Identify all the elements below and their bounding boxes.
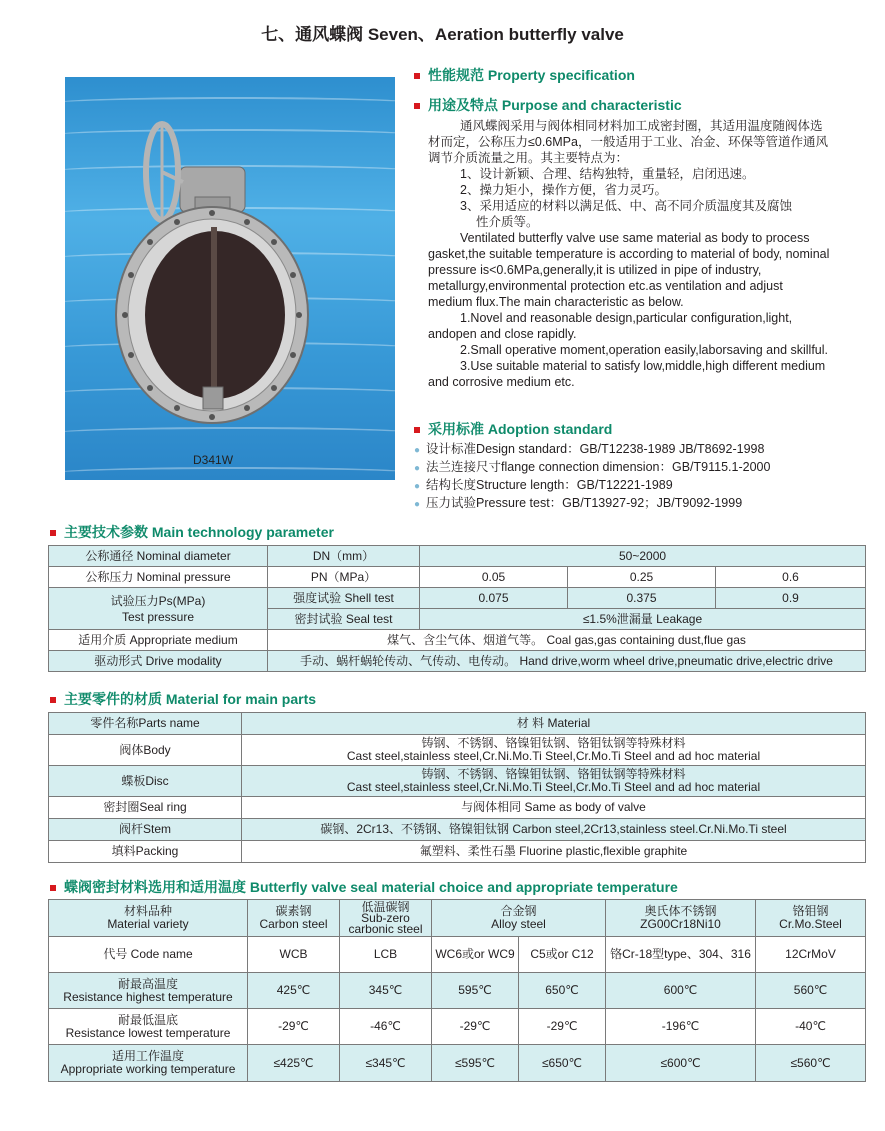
pn-value: 0.6 — [716, 567, 866, 588]
dot-bullet-icon: ● — [414, 445, 421, 456]
photo-caption: D341W — [193, 453, 234, 467]
red-square-bullet-icon — [50, 530, 56, 536]
temp-cell: ≤560℃ — [756, 1045, 866, 1082]
page-title: 七、通风蝶阀 Seven、Aeration butterfly valve — [261, 25, 624, 44]
purpose-cn-1: 1、设计新颖、合理、结构独特，重量轻，启闭迅速。 — [460, 167, 755, 181]
red-square-bullet-icon — [414, 103, 420, 109]
standards-list — [414, 441, 770, 513]
table-row — [49, 567, 866, 588]
table-row — [49, 735, 866, 766]
temp-cell: -29℃ — [248, 1009, 340, 1045]
col-header-cr-mo-steel: 铬钼钢 Cr.Mo.Steel — [756, 900, 866, 937]
heading-seal-material: 蝶阀密封材料选用和适用温度 Butterfly valve seal material choice and appropriate temperature — [50, 877, 678, 897]
table-row — [49, 819, 866, 841]
table-row — [49, 766, 866, 797]
dn-label: DN（mm） — [268, 546, 420, 567]
temp-cell: ≤600℃ — [606, 1045, 756, 1082]
red-square-bullet-icon — [414, 427, 420, 433]
heading-material-main-parts: 主要零件的材质 Material for main parts — [50, 689, 316, 709]
part-material: 氟塑料、柔性石墨 Fluorine plastic,flexible graphite — [242, 841, 866, 863]
material-header: 材 料 Material — [242, 713, 866, 735]
part-name: 密封圈Seal ring — [49, 797, 242, 819]
temp-cell: -196℃ — [606, 1009, 756, 1045]
temp-cell: ≤650℃ — [519, 1045, 606, 1082]
lowest-temp-label: 耐最低温底 Resistance lowest temperature — [49, 1009, 248, 1045]
table-row — [49, 937, 866, 973]
temp-cell: 650℃ — [519, 973, 606, 1009]
purpose-cn-intro: 通风蝶阀采用与阀体相同材料加工成密封圈，其适用温度随阀体选材而定，公称压力≤0.6MPa，一般适用于工业、冶金、环保等管道作通风调节介质流量之用。其主要特点为： — [428, 119, 828, 165]
shell-test-value: 0.075 — [420, 588, 568, 609]
table-row — [49, 713, 866, 735]
col-header-material-variety: 材料品种 Material variety — [49, 900, 248, 937]
purpose-en-1: 1.Novel and reasonable design,particular configuration,light, andopen and close rapidly. — [428, 311, 793, 341]
heading-main-technology: 主要技术参数 Main technology parameter — [50, 522, 334, 542]
seal-test-value: ≤1.5%泄漏量 Leakage — [420, 609, 866, 630]
purpose-cn-3a: 3、采用适应的材料以满足低、中、高不同介质温度其及腐蚀 — [460, 199, 792, 213]
table-row — [49, 546, 866, 567]
temp-cell: 345℃ — [340, 973, 432, 1009]
temp-cell: ≤595℃ — [432, 1045, 519, 1082]
col-header-carbon-steel: 碳素钢 Carbon steel — [248, 900, 340, 937]
medium-value: 煤气、含尘气体、烟道气等。 Coal gas,gas containing dust,flue gas — [268, 630, 866, 651]
product-photo — [65, 77, 395, 480]
part-name: 阀杆Stem — [49, 819, 242, 841]
temp-cell: 595℃ — [432, 973, 519, 1009]
table-row — [49, 973, 866, 1009]
part-name: 蝶板Disc — [49, 766, 242, 797]
purpose-text — [428, 118, 830, 390]
working-temp-label: 适用工作温度 Appropriate working temperature — [49, 1045, 248, 1082]
nominal-pressure-label: 公称压力 Nominal pressure — [49, 567, 268, 588]
pn-value: 0.25 — [568, 567, 716, 588]
purpose-en-3: 3.Use suitable material to satisfy low,middle,high different medium and corrosive medium etc. — [428, 359, 826, 389]
test-pressure-label: 试验压力Ps(MPa) Test pressure — [49, 588, 268, 630]
tech-parameter-table — [48, 545, 866, 672]
code-cell: WCB — [248, 937, 340, 973]
list-item: ● 结构长度Structure length：GB/T12221-1989 — [414, 478, 673, 492]
purpose-en-intro: Ventilated butterfly valve use same material as body to process gasket,the suitable temperature is according to material of body, nominal pressure is<0.6MPa,generally,it is utilized in pipe of industry, metallurgy,environmental protection etc.as ventilation and adjust medium flux.The main characteristic as below. — [428, 231, 830, 309]
temp-cell: -29℃ — [432, 1009, 519, 1045]
col-header-alloy-steel: 合金钢 Alloy steel — [432, 900, 606, 937]
code-cell: LCB — [340, 937, 432, 973]
part-name: 阀体Body — [49, 735, 242, 766]
table-row — [49, 1009, 866, 1045]
dn-value: 50~2000 — [420, 546, 866, 567]
temp-cell: -29℃ — [519, 1009, 606, 1045]
seal-material-table — [48, 899, 866, 1082]
list-item: ● 压力试验Pressure test：GB/T13927-92；JB/T9092-1999 — [414, 496, 743, 510]
part-material: 碳钢、2Cr13、不锈钢、铬镍钼钛钢 Carbon steel,2Cr13,stainless steel.Cr.Ni.Mo.Ti steel — [242, 819, 866, 841]
shell-test-value: 0.375 — [568, 588, 716, 609]
pn-label: PN（MPa） — [268, 567, 420, 588]
seal-test-label: 密封试验 Seal test — [268, 609, 420, 630]
table-row — [49, 651, 866, 672]
code-cell: 12CrMoV — [756, 937, 866, 973]
purpose-cn-3b: 性介质等。 — [476, 215, 539, 229]
heading-property-specification: 性能规范 Property specification — [414, 65, 635, 85]
list-item: ● 法兰连接尺寸flange connection dimension：GB/T9115.1-2000 — [414, 460, 771, 474]
part-material: 铸钢、不锈钢、铬镍钼钛钢、铬钼钛钢等特殊材料 Cast steel,stainless steel,Cr.Ni.Mo.Ti Steel,Cr.Mo.Ti Steel and ad hoc material — [242, 735, 866, 766]
table-row — [49, 797, 866, 819]
part-material: 铸钢、不锈钢、铬镍钼钛钢、铬钼钛钢等特殊材料 Cast steel,stainless steel,Cr.Ni.Mo.Ti Steel,Cr.Mo.Ti Steel and ad hoc material — [242, 766, 866, 797]
heading-purpose: 用途及特点 Purpose and characteristic — [414, 95, 682, 115]
col-header-sub-zero: 低温碳钢 Sub-zero carbonic steel — [340, 900, 432, 937]
dot-bullet-icon: ● — [414, 463, 421, 474]
nominal-diameter-label: 公称通径 Nominal diameter — [49, 546, 268, 567]
pn-value: 0.05 — [420, 567, 568, 588]
part-material: 与阀体相同 Same as body of valve — [242, 797, 866, 819]
part-name: 填料Packing — [49, 841, 242, 863]
material-table — [48, 712, 866, 863]
red-square-bullet-icon — [50, 697, 56, 703]
table-row — [49, 1045, 866, 1082]
code-cell: C5或or C12 — [519, 937, 606, 973]
code-cell: 铬Cr-18型type、304、316 — [606, 937, 756, 973]
parts-name-header: 零件名称Parts name — [49, 713, 242, 735]
red-square-bullet-icon — [414, 73, 420, 79]
temp-cell: 560℃ — [756, 973, 866, 1009]
temp-cell: 600℃ — [606, 973, 756, 1009]
table-row — [49, 900, 866, 937]
purpose-en-2: 2.Small operative moment,operation easily,laborsaving and skillful. — [460, 343, 829, 357]
col-header-austenitic: 奥氏体不锈钢 ZG00Cr18Ni10 — [606, 900, 756, 937]
highest-temp-label: 耐最高温度 Resistance highest temperature — [49, 973, 248, 1009]
temp-cell: -46℃ — [340, 1009, 432, 1045]
table-row — [49, 841, 866, 863]
temp-cell: ≤425℃ — [248, 1045, 340, 1082]
shell-test-value: 0.9 — [716, 588, 866, 609]
dot-bullet-icon: ● — [414, 481, 421, 492]
red-square-bullet-icon — [50, 885, 56, 891]
heading-adoption-standard: 采用标准 Adoption standard — [414, 419, 612, 439]
temp-cell: 425℃ — [248, 973, 340, 1009]
temp-cell: ≤345℃ — [340, 1045, 432, 1082]
drive-label: 驱动形式 Drive modality — [49, 651, 268, 672]
shell-test-label: 强度试验 Shell test — [268, 588, 420, 609]
dot-bullet-icon: ● — [414, 499, 421, 510]
medium-label: 适用介质 Appropriate medium — [49, 630, 268, 651]
drive-value: 手动、蜗杆蜗轮传动、气传动、电传动。 Hand drive,worm wheel drive,pneumatic drive,electric drive — [268, 651, 866, 672]
purpose-cn-2: 2、操力矩小，操作方便，省力灵巧。 — [460, 183, 667, 197]
list-item: ● 设计标准Design standard：GB/T12238-1989 JB/T8692-1998 — [414, 442, 765, 456]
butterfly-valve-illustration — [65, 77, 395, 480]
table-row — [49, 630, 866, 651]
temp-cell: -40℃ — [756, 1009, 866, 1045]
code-name-label: 代号 Code name — [49, 937, 248, 973]
code-cell: WC6或or WC9 — [432, 937, 519, 973]
table-row — [49, 588, 866, 609]
